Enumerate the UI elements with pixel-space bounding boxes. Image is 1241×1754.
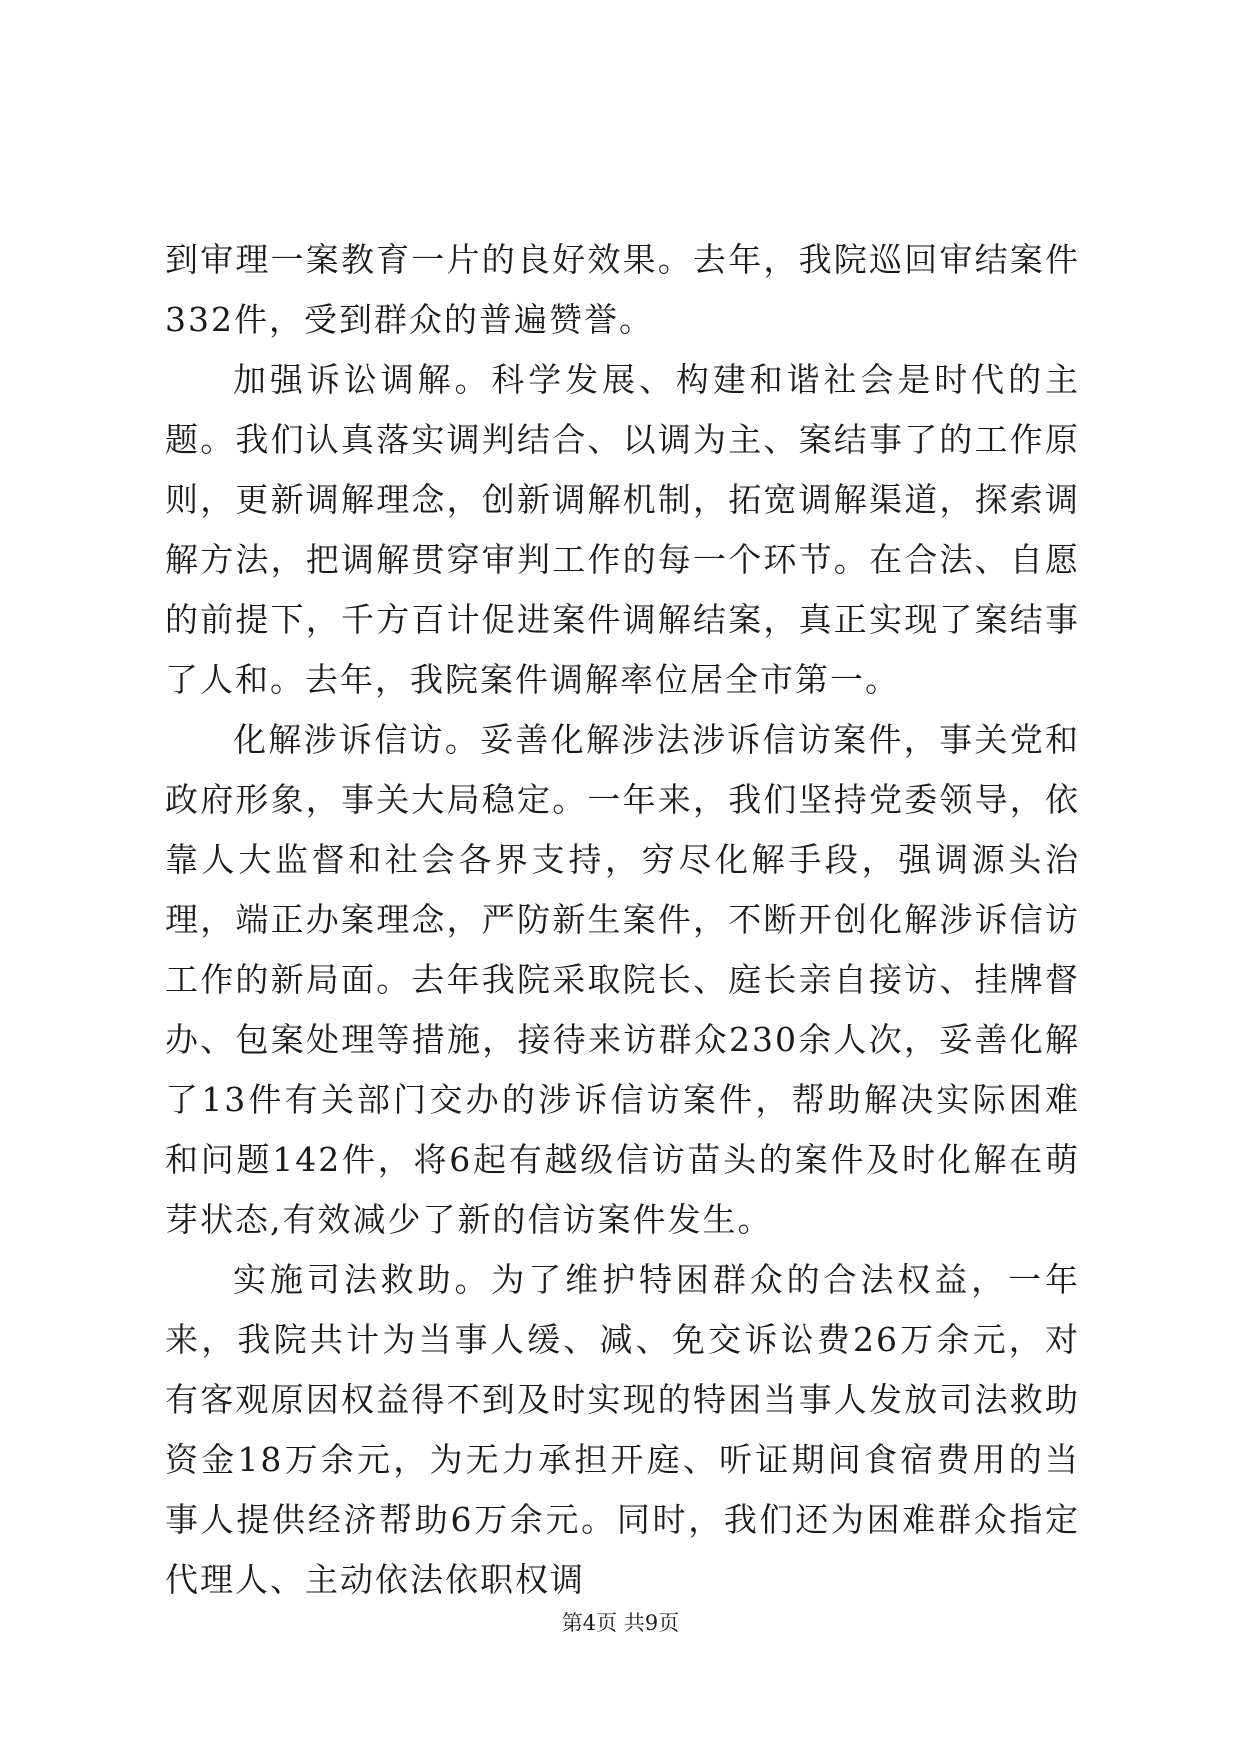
paragraph-litigation-mediation: 加强诉讼调解。科学发展、构建和谐社会是时代的主题。我们认真落实调判结合、以调为主、案结事了的工作原则，更新调解理念，创新调解机制，拓宽调解渠道，探索调解方法，把调解贯穿审判工作的每一个环节。在合法、自愿的前提下，千方百计促进案件调解结案，真正实现了案结事了人和。去年，我院案件调解率位居全市第一。 — [165, 360, 1080, 699]
paragraph-continuation: 到审理一案教育一片的良好效果。去年，我院巡回审结案件332件，受到群众的普遍赞誉。 — [165, 240, 1080, 339]
paragraph-petition-resolution: 化解涉诉信访。妥善化解涉法涉诉信访案件，事关党和政府形象，事关大局稳定。一年来，我们坚持党委领导，依靠人大监督和社会各界支持，穷尽化解手段，强调源头治理，端正办案理念，严防新生案件，不断开创化解涉诉信访工作的新局面。去年我院采取院长、庭长亲自接访、挂牌督办、包案处理等措施，接待来访群众230余人次，妥善化解了13件有关部门交办的涉诉信访案件，帮助解决实际困难和问题142件，将6起有越级信访苗头的案件及时化解在萌芽状态,有效减少了新的信访案件发生。 — [165, 720, 1080, 1239]
page-number-footer: 第4页 共9页 — [561, 1611, 680, 1635]
document-body — [165, 230, 1080, 1610]
paragraph-judicial-aid: 实施司法救助。为了维护特困群众的合法权益，一年来，我院共计为当事人缓、减、免交诉讼费26万余元，对有客观原因权益得不到及时实现的特困当事人发放司法救助资金18万余元，为无力承担开庭、听证期间食宿费用的当事人提供经济帮助6万余元。同时，我们还为困难群众指定代理人、主动依法依职权调 — [165, 1260, 1080, 1599]
